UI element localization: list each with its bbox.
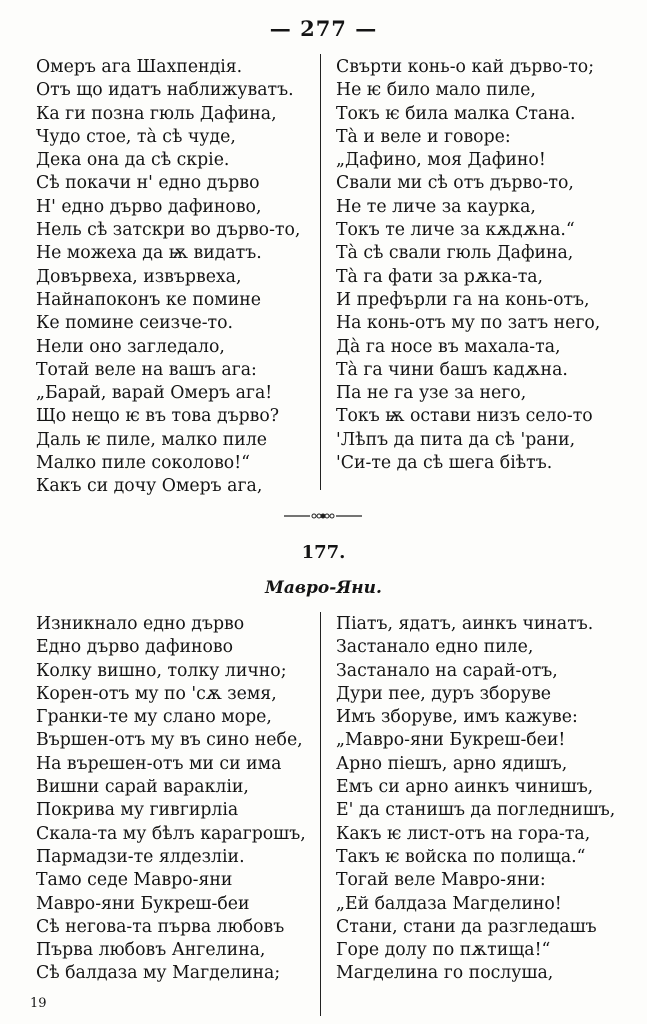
verse-line: Застанало едно пиле, — [336, 637, 534, 658]
verse-line: Що нещо ѥ въ това дърво? — [36, 406, 280, 427]
verse-line: „Мавро-яни Букреш-беи! — [336, 730, 566, 751]
verse-line: Вишни сарай варакліи, — [36, 777, 249, 798]
verse-line: Тотай веле на вашъ ага: — [36, 359, 257, 380]
verse-line: Токъ те личе за кѫдѫна.“ — [336, 220, 575, 241]
verse-line: Малко пиле соколово!“ — [36, 453, 250, 474]
verse-line: Колку вишно, толку лично; — [36, 660, 287, 681]
verse-line: И префърли га на конь-отъ, — [336, 289, 590, 310]
verse-line: Магделина го послуша, — [336, 963, 554, 984]
verse-line: Едно дърво дафиново — [36, 637, 234, 658]
verse-line: Имъ зборуве, имъ кажуве: — [336, 707, 578, 728]
verse-line: Найнапоконъ ке помине — [36, 289, 261, 310]
verse-line: „Дафино, моя Дафино! — [336, 150, 546, 171]
verse-line: Сѣ балдаза му Магделина; — [36, 963, 281, 984]
verse-line: Какъ си дочу Омеръ ага, — [36, 476, 263, 497]
verse-line: Изникнало едно дърво — [36, 614, 245, 634]
verse-line: Сѣ негова-та първа любовъ — [36, 916, 285, 937]
verse-line: Отъ що идатъ наближуватъ. — [36, 80, 294, 101]
verse-line: Какъ ѥ лист-отъ на гора-та, — [336, 823, 591, 844]
poem-177-right-column — [336, 613, 615, 986]
verse-line: Застанало на сарай-отъ, — [336, 660, 558, 681]
verse-line: Тогай веле Мавро-яни: — [336, 870, 546, 891]
verse-line: Чудо стое, тà сѣ чуде, — [36, 126, 236, 147]
verse-line: Свали ми сѣ отъ дърво-то, — [336, 173, 574, 194]
poem-title: Мавро-Яни. — [265, 578, 382, 598]
verse-line: Не ѥ било мало пиле, — [336, 80, 536, 101]
verse-line: Нель сѣ затскри во дърво-то, — [36, 220, 301, 241]
verse-line: Дури пее, дуръ зборуве — [336, 683, 552, 704]
verse-line: Нели оно загледало, — [36, 336, 225, 357]
verse-line: Пармадзи-те ялдезліи. — [36, 846, 245, 867]
printer-signature-mark: 19 — [30, 996, 47, 1011]
verse-line: Арно піешъ, арно ядишъ, — [336, 753, 568, 774]
poem-number: 177. — [301, 542, 346, 563]
verse-line: Даль ѥ пиле, малко пиле — [36, 429, 268, 450]
verse-line: Вършен-отъ му въ сино небе, — [36, 730, 303, 751]
verse-line: Гранки-те му слано море, — [36, 707, 272, 728]
verse-line: Стани, стани да разгледашъ — [336, 916, 597, 937]
verse-line: Дà га носе въ махала-та, — [336, 336, 561, 357]
verse-line: Н' едно дърво дафиново, — [36, 196, 262, 217]
verse-line: На конь-отъ му по затъ него, — [336, 313, 601, 334]
verse-line: Не те личе за каурка, — [336, 196, 536, 217]
verse-line: Токъ ѥ била малка Стана. — [336, 103, 576, 124]
verse-line: Покрива му гивгирліа — [36, 800, 239, 821]
verse-line: „Ей балдаза Магделино! — [336, 893, 562, 914]
verse-line: Тà га фати за рѫка-та, — [336, 266, 544, 287]
poem-177-left-column — [36, 613, 306, 986]
verse-line: Скала-та му бѣлъ карагрошъ, — [36, 823, 306, 844]
verse-line: 'Лѣпъ да пита да сѣ 'рани, — [336, 429, 576, 450]
verse-line: Дека она да сѣ скріе. — [36, 150, 230, 171]
verse-line: Тà га чини башъ кадѫна. — [336, 359, 568, 380]
verse-line: 'Си-те да сѣ шега біѣтъ. — [336, 453, 553, 474]
verse-line: Свърти конь-о кай дърво-то; — [336, 57, 595, 77]
verse-line: Ке помине сеизче-то. — [36, 313, 234, 334]
verse-line: Токъ ѭ остави низъ село-то — [336, 406, 593, 427]
verse-line: Първа любовъ Ангелина, — [36, 940, 266, 961]
verse-line: Такъ ѥ войска по полища.“ — [336, 846, 586, 867]
verse-line: Емъ си арно аинкъ чинишъ, — [336, 777, 594, 798]
verse-line: Довървеха, извървеха, — [36, 266, 242, 287]
column-divider — [320, 612, 321, 1016]
verse-line: Е' да станишъ да погледнишъ, — [336, 800, 616, 821]
verse-line: Піатъ, ядатъ, аинкъ чинатъ. — [336, 614, 594, 634]
poem-176-right-column — [336, 56, 600, 475]
verse-line: Тà сѣ свали гюль Дафина, — [336, 243, 574, 264]
verse-line: Тамо седе Мавро-яни — [36, 870, 233, 891]
column-divider — [320, 54, 321, 490]
poem-176-left-column — [36, 56, 300, 499]
verse-line: Не можеха да ѭ видатъ. — [36, 243, 262, 264]
verse-line: Горе долу по пѫтища!“ — [336, 940, 551, 961]
verse-line: Корен-отъ му по 'сѫ земя, — [36, 683, 277, 704]
ornament-divider — [284, 509, 362, 523]
verse-line: „Барай, варай Омеръ ага! — [36, 383, 273, 404]
verse-line: Мавро-яни Букреш-беи — [36, 893, 250, 914]
verse-line: Тà и веле и говоре: — [336, 126, 511, 147]
verse-line: Ка ги позна гюль Дафина, — [36, 103, 277, 124]
page-header: — 277 — — [269, 16, 378, 41]
verse-line: Па не га узе за него, — [336, 383, 527, 404]
verse-line: Сѣ покачи н' едно дървo — [36, 173, 260, 194]
verse-line: Омеръ ага Шахпендія. — [36, 57, 243, 77]
verse-line: На върешен-отъ ми си има — [36, 753, 282, 774]
